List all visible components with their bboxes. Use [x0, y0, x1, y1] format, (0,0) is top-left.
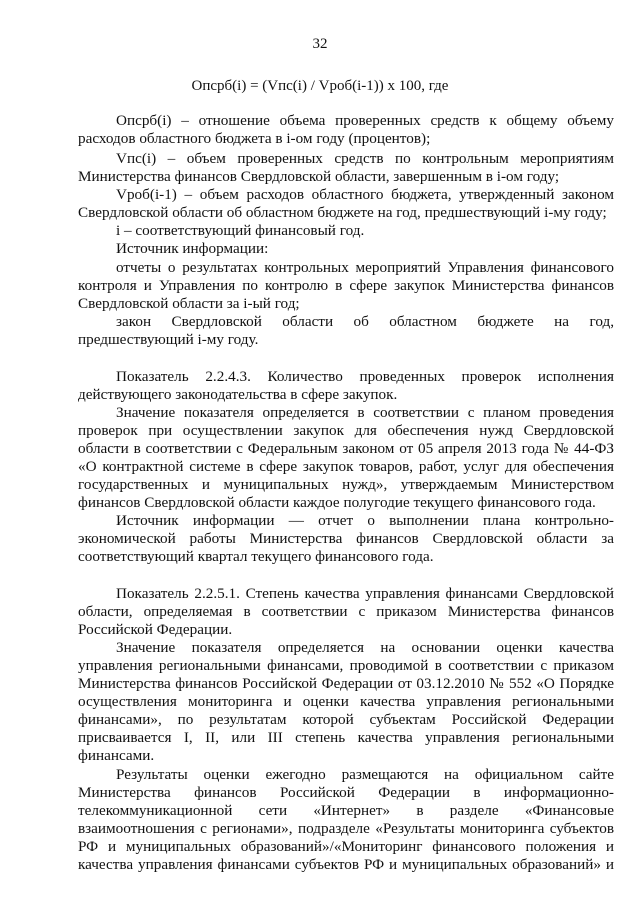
- text-line: Министерства финансов Российской Федерации от 03.12.2010 № 552 «О Порядке: [78, 675, 614, 692]
- text-line: предшествующий i-му году.: [78, 331, 259, 348]
- text-line: Показатель 2.2.4.3. Количество проведенных проверок исполнения: [116, 368, 614, 385]
- text-line: Российской Федерации.: [78, 621, 233, 638]
- text-line: Министерства финансов Российской Федерации в информационно-: [78, 784, 614, 801]
- text-line: области в соответствии с Федеральным законом от 05 апреля 2013 года № 44-ФЗ: [78, 440, 614, 457]
- text-line: финансами», по результатам которой субъектам Российской Федерации: [78, 711, 614, 728]
- text-line: контроля и Управления по контролю в сфере закупок Министерства финансов: [78, 277, 614, 294]
- text-line: финансами.: [78, 747, 155, 764]
- text-line: Результаты оценки ежегодно размещаются на официальном сайте: [116, 766, 614, 783]
- text-line: Свердловской области об областном бюджете на год, предшествующий i-му году;: [78, 204, 607, 221]
- text-line: расходов областного бюджета в i-ом году (процентов);: [78, 130, 431, 147]
- page-number: 32: [312, 36, 328, 52]
- text-line: взаимоотношения с регионами», подразделе «Результаты мониторинга субъектов: [78, 820, 614, 837]
- text-line: i – соответствующий финансовый год.: [116, 222, 365, 239]
- text-line: Источник информации:: [116, 240, 269, 257]
- text-line: управления региональными финансами, проводимой в соответствии с приказом: [78, 657, 614, 674]
- text-line: отчеты о результатах контрольных мероприятий Управления финансового: [116, 259, 614, 276]
- formula: Опсрб(i) = (Vпс(i) / Vроб(i-1)) х 100, где: [191, 78, 449, 94]
- text-line: соответствующий квартал текущего финансового года.: [78, 548, 434, 565]
- text-line: осуществления мониторинга и оценки качества управления региональными: [78, 693, 614, 710]
- text-line: Свердловской области за i-ый год;: [78, 295, 300, 312]
- text-line: качества управления финансами субъектов РФ и муниципальных образований» и: [78, 856, 614, 873]
- text-line: РФ и муниципальных образований»/«Мониторинг финансового положения и: [78, 838, 614, 855]
- text-line: государственных и муниципальных нужд», утверждаемым Министерством: [78, 476, 614, 493]
- text-line: экономической работы Министерства финансов Свердловской области за: [78, 530, 614, 547]
- text-line: действующего законодательства в сфере закупок.: [78, 386, 398, 403]
- text-line: закон Свердловской области об областном бюджете на год,: [116, 313, 614, 330]
- text-line: Vпс(i) – объем проверенных средств по контрольным мероприятиям: [116, 150, 614, 167]
- text-line: Значение показателя определяется на основании оценки качества: [116, 639, 614, 656]
- text-line: проверок при осуществлении закупок для обеспечения нужд Свердловской: [78, 422, 614, 439]
- text-line: Опсрб(i) – отношение объема проверенных средств к общему объему: [116, 112, 614, 129]
- text-line: «О контрактной системе в сфере закупок товаров, работ, услуг для обеспечения: [78, 458, 614, 475]
- text-line: области, определяемая в соответствии с приказом Министерства финансов: [78, 603, 614, 620]
- text-line: Значение показателя определяется в соответствии с планом проведения: [116, 404, 614, 421]
- text-line: Источник информации — отчет о выполнении плана контрольно-: [116, 512, 614, 529]
- text-line: Министерства финансов Свердловской области, завершенным в i-ом году;: [78, 168, 560, 185]
- text-line: Vроб(i-1) – объем расходов областного бюджета, утвержденный законом: [116, 186, 614, 203]
- text-line: финансов Свердловской области каждое полугодие текущего финансового года.: [78, 494, 596, 511]
- text-line: телекоммуникационной сети «Интернет» в разделе «Финансовые: [78, 802, 614, 819]
- text-line: Показатель 2.2.5.1. Степень качества управления финансами Свердловской: [116, 585, 614, 602]
- text-line: присваивается I, II, или III степень качества управления региональными: [78, 729, 614, 746]
